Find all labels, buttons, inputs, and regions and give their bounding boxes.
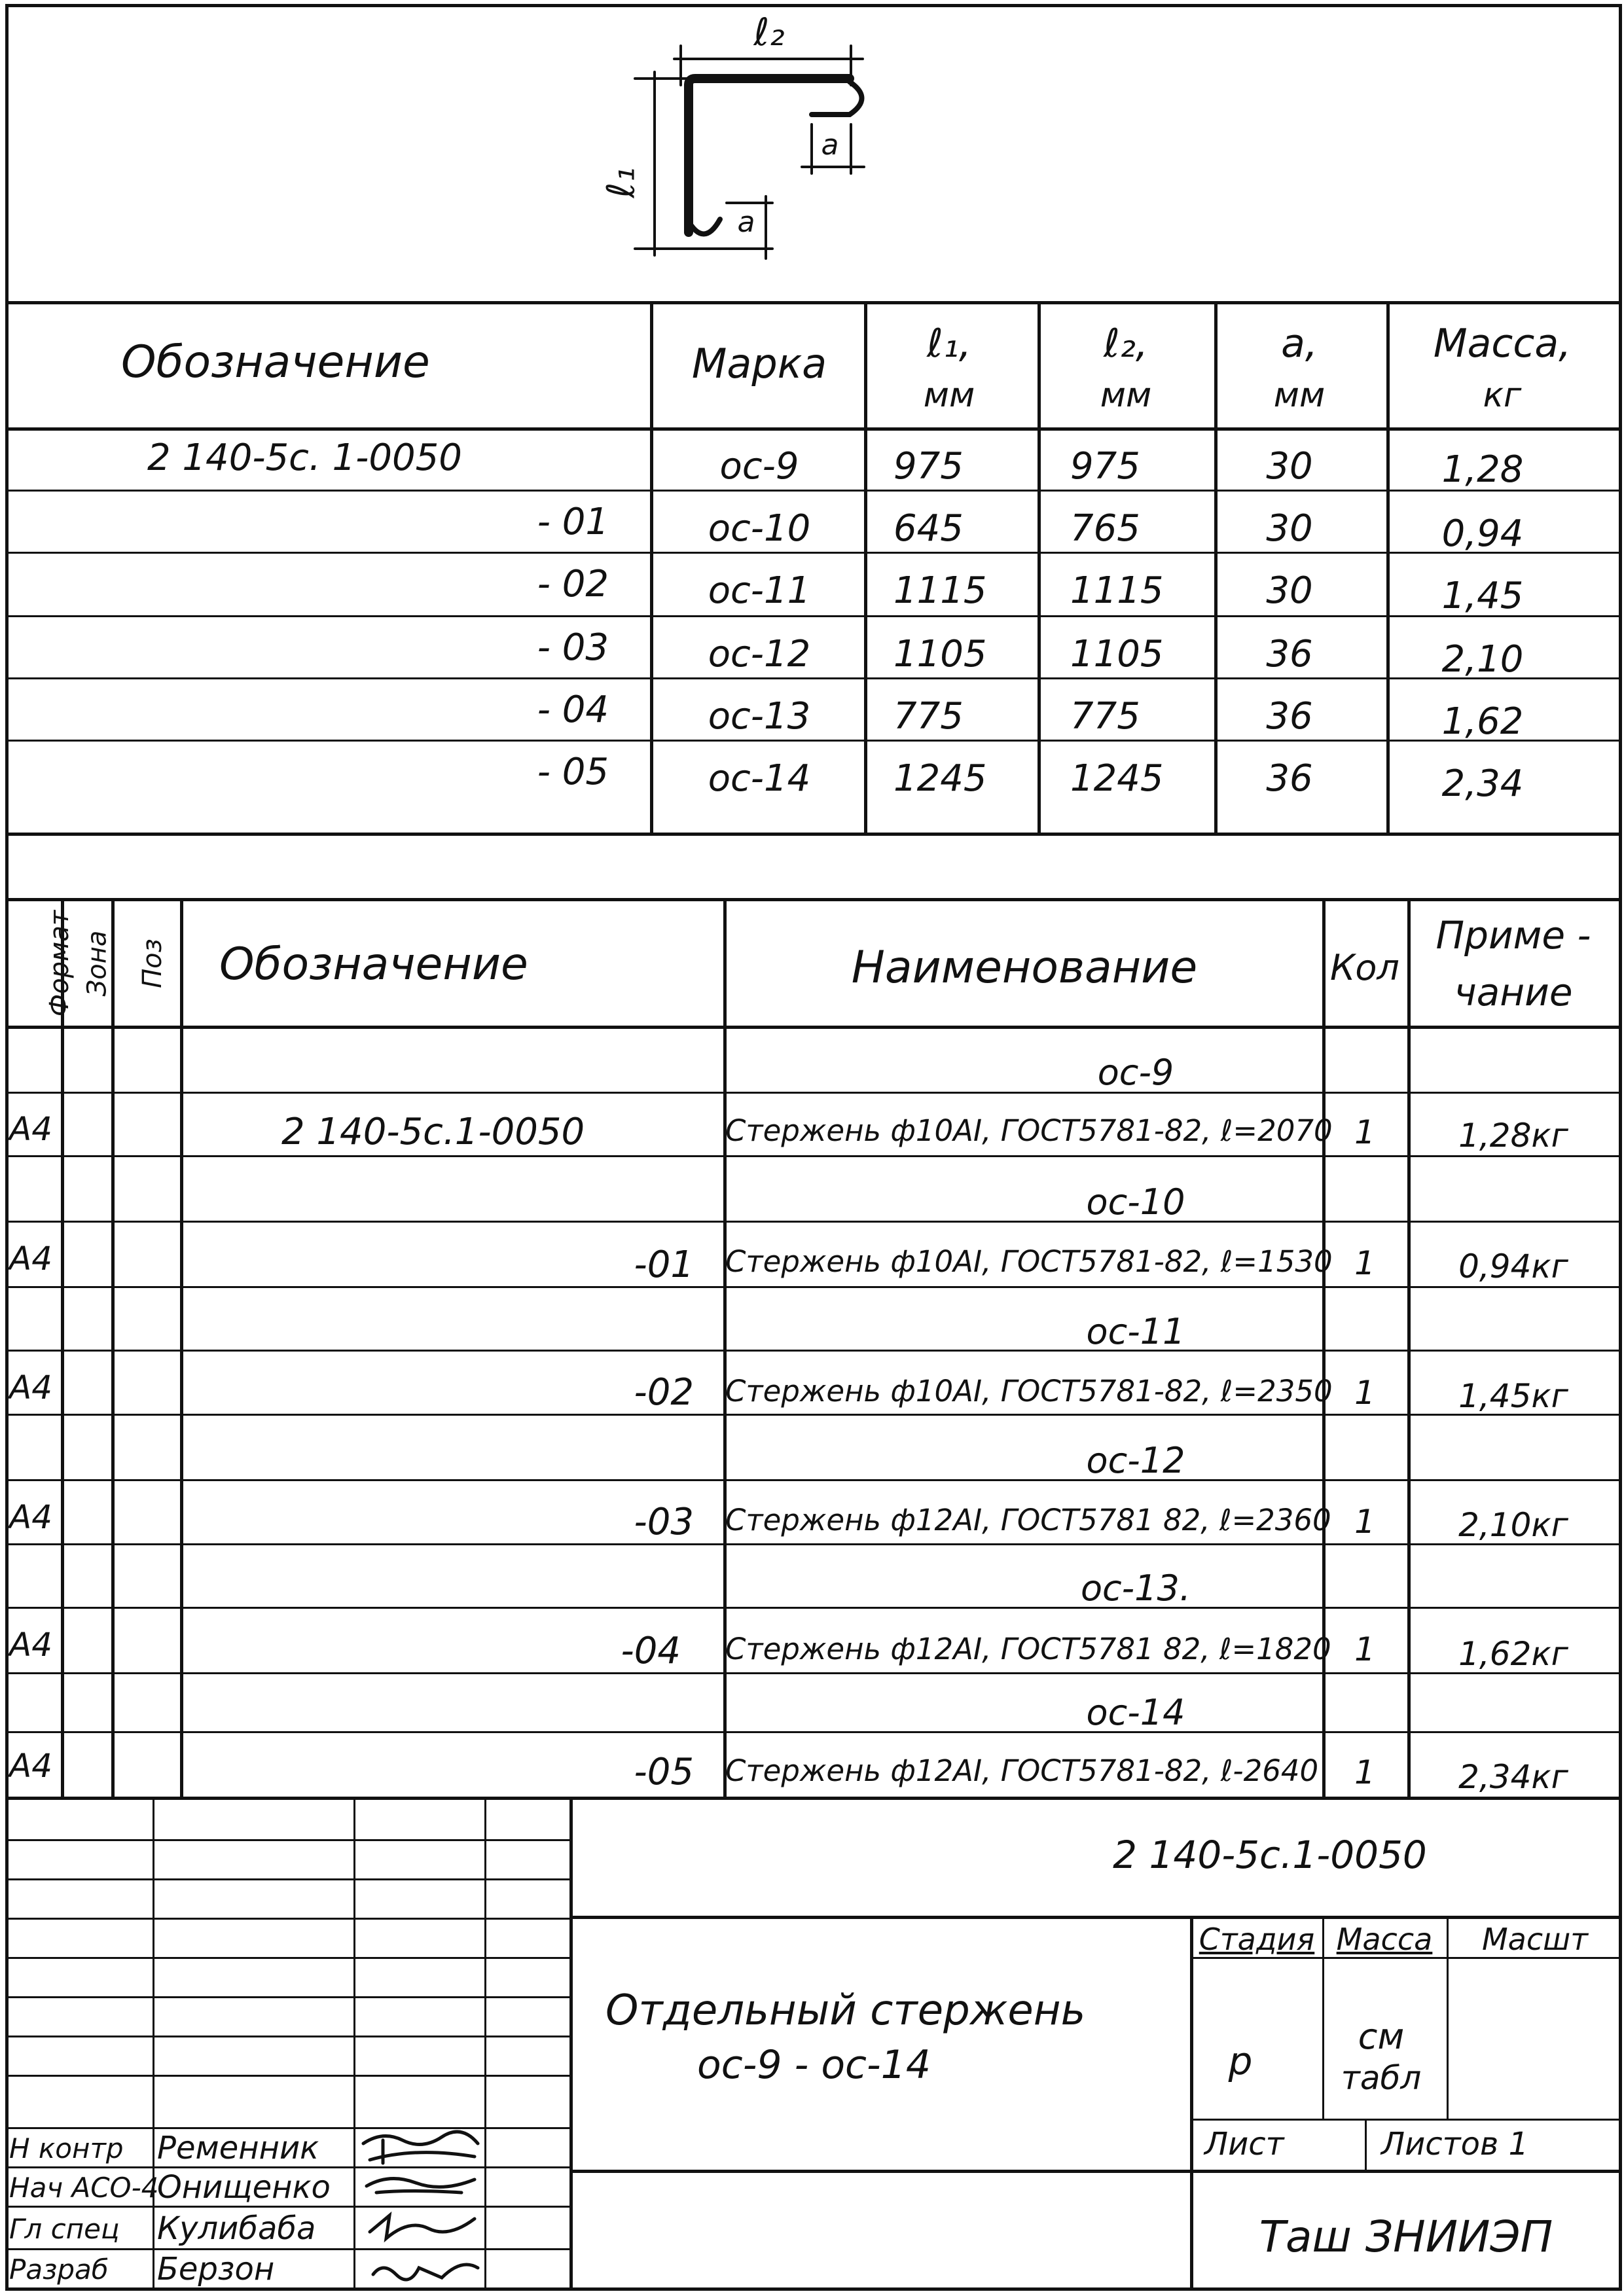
mass-value2: табл [1341,2059,1422,2097]
spec-designation: -02 [634,1371,694,1414]
signature-4 [373,2265,478,2280]
t1-row-a: 36 [1266,633,1313,675]
t1-header-l1: ℓ₁, [927,321,971,367]
hook-right [812,82,862,115]
t1-row-designation: 2 140-5с. 1-0050 [147,437,462,479]
t1-row-mass: 1,62 [1441,700,1524,743]
spec-qty: 1 [1354,1503,1375,1541]
signature-3 [370,2215,475,2238]
stage-value: р [1228,2039,1253,2083]
t1-row-designation: - 01 [537,501,609,543]
t1-row-l2: 1245 [1070,757,1164,800]
doc-code: 2 140-5с.1-0050 [1113,1833,1427,1877]
mass-value1: см [1358,2016,1405,2057]
person-name: Берзон [157,2251,275,2287]
bar-sketch [0,0,1624,301]
t1-header-l2-unit: мм [1100,376,1152,415]
sheet-label: Лист [1204,2126,1284,2162]
t1-row-l2: 765 [1070,507,1140,550]
spec-header-name: Наименование [851,942,1198,994]
title-line2: ос-9 - ос-14 [697,2042,931,2088]
spec-note: 1,45кг [1458,1377,1568,1415]
spec-header-qty: Кол [1330,947,1399,988]
spec-header-format: Формат [45,910,75,1017]
spec-header-pos: Поз [137,939,168,988]
spec-qty: 1 [1354,1113,1375,1151]
dim-a-bottom: a [737,206,755,239]
stage-label: Стадия [1199,1922,1315,1957]
role-label: Н контр [9,2132,124,2164]
signatures [357,2127,484,2291]
t1-row-designation: - 02 [537,563,609,605]
t1-header-mass-unit: кг [1483,376,1522,415]
t1-row-l1: 1115 [893,569,987,612]
t1-header-a-unit: мм [1273,376,1326,415]
t1-row-a: 30 [1266,445,1313,488]
spec-designation: -05 [634,1751,694,1793]
t1-header-mark: Марка [691,340,827,387]
t1-row-l1: 1245 [893,757,987,800]
t1-row-a: 36 [1266,757,1313,800]
spec-header-zone: Зона [82,930,113,997]
role-label: Гл спец [9,2213,120,2245]
t1-row-a: 36 [1266,695,1313,738]
mass-label: Масса [1336,1922,1433,1957]
title-line1: Отдельный стержень [605,1986,1086,2035]
t1-row-designation: - 03 [537,626,609,669]
spec-format: А4 [9,1747,53,1785]
t1-row-mass: 2,34 [1441,762,1524,805]
t1-row-l2: 775 [1070,695,1140,738]
t1-row-l2: 1105 [1070,633,1164,675]
t1-row-l1: 645 [893,507,964,550]
spec-qty: 1 [1354,1374,1375,1412]
spec-format: А4 [9,1110,53,1148]
t1-row-mark: ос-10 [708,507,811,550]
spec-designation: -04 [621,1630,681,1672]
spec-designation: 2 140-5с.1-0050 [281,1111,585,1153]
spec-mark: ос-12 [1086,1440,1185,1481]
t1-row-designation: - 05 [537,751,609,793]
spec-format: А4 [9,1626,53,1664]
t1-row-l1: 775 [893,695,964,738]
spec-mark: ос-9 [1097,1052,1174,1093]
t1-row-mark: ос-13 [708,695,811,738]
role-label: Нач АСО-4 [9,2172,159,2204]
dim-l2: ℓ₂ [753,10,785,54]
t1-row-mass: 2,10 [1441,638,1524,681]
person-name: Ременник [157,2130,319,2166]
t1-row-mark: ос-9 [719,445,799,488]
t1-header-a: a, [1281,321,1318,367]
t1-row-mass: 1,28 [1441,448,1524,491]
person-name: Кулибаба [157,2210,316,2247]
signature-2 [367,2179,475,2193]
t1-row-mark: ос-12 [708,633,811,675]
spec-note: 0,94кг [1458,1247,1568,1285]
t1-header-mass: Масса, [1433,321,1572,367]
t1-row-l1: 1105 [893,633,987,675]
t1-row-a: 30 [1266,569,1313,612]
t1-row-mark: ос-11 [708,569,811,612]
spec-note: 1,62кг [1458,1635,1568,1673]
spec-name: Стержень ф10АI, ГОСТ5781-82, ℓ=2070 [725,1113,1333,1148]
spec-mark: ос-10 [1086,1181,1185,1223]
spec-designation: -01 [634,1244,694,1286]
spec-mark: ос-13. [1080,1568,1191,1609]
spec-header-note: Приме - [1435,913,1591,958]
t1-header-l2: ℓ₂, [1104,321,1148,367]
spec-qty: 1 [1354,1753,1375,1791]
spec-mark: ос-11 [1086,1311,1185,1352]
dim-a-right: a [821,128,839,162]
t1-row-a: 30 [1266,507,1313,550]
dim-l1: ℓ₁ [598,167,643,198]
t1-row-mass: 1,45 [1441,575,1524,617]
t1-row-l2: 1115 [1070,569,1164,612]
org-name: Таш ЗНИИЭП [1259,2212,1553,2262]
spec-format: А4 [9,1498,53,1536]
spec-qty: 1 [1354,1244,1375,1282]
spec-format: А4 [9,1240,53,1278]
spec-note: 1,28кг [1458,1117,1568,1155]
t1-header-l1-unit: мм [923,376,975,415]
role-label: Разраб [9,2253,109,2286]
spec-format: А4 [9,1369,53,1407]
spec-name: Стержень ф10АI, ГОСТ5781-82, ℓ=1530 [725,1244,1333,1279]
t1-header-designation: Обозначение [121,336,430,388]
person-name: Онищенко [157,2169,331,2206]
t1-row-l1: 975 [893,445,964,488]
t1-row-l2: 975 [1070,445,1140,488]
t1-row-mark: ос-14 [708,757,811,800]
spec-name: Стержень ф10АI, ГОСТ5781-82, ℓ=2350 [725,1374,1333,1408]
t1-row-mass: 0,94 [1441,512,1524,555]
spec-name: Стержень ф12АI, ГОСТ5781 82, ℓ=1820 [725,1632,1331,1666]
sheets-label: Листов 1 [1381,2126,1529,2162]
spec-name: Стержень ф12АI, ГОСТ5781 82, ℓ=2360 [725,1503,1331,1537]
spec-header-note2: чание [1454,970,1573,1014]
spec-note: 2,10кг [1458,1506,1568,1544]
spec-qty: 1 [1354,1630,1375,1668]
spec-mark: ос-14 [1086,1692,1185,1733]
signature-1 [363,2132,478,2163]
t1-row-designation: - 04 [537,689,609,731]
spec-name: Стержень ф12АI, ГОСТ5781-82, ℓ-2640 [725,1753,1319,1788]
spec-designation: -03 [634,1501,694,1543]
scale-label: Масшт [1481,1922,1589,1957]
spec-note: 2,34кг [1458,1758,1568,1796]
spec-header-designation: Обозначение [219,939,528,990]
